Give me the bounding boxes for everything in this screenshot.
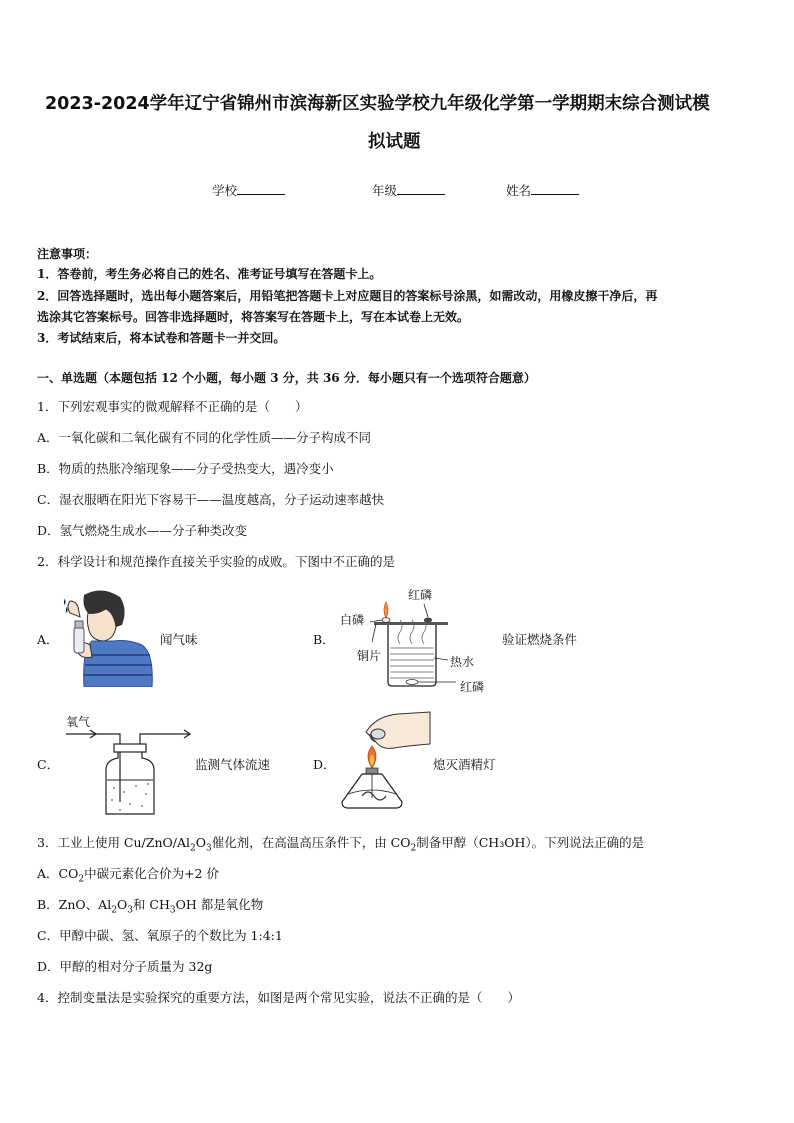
q3-option-a <box>37 864 219 885</box>
q4-stem: 4．控制变量法是实验探究的重要方法，如图是两个常见实验，说法不正确的是（ ） <box>37 990 520 1005</box>
b-label-red-p-top: 红磷 <box>408 588 433 602</box>
q3-stem-sub2: 3 <box>205 843 212 854</box>
notice-heading: 注意事项： <box>37 247 98 261</box>
q3-a-part1: A．CO <box>37 866 79 881</box>
b-label-hot-water: 热水 <box>450 655 475 669</box>
notice-item-2-cont: 选涂其它答案标号。回答非选择题时，将答案写在答题卡上，写在本试卷上无效。 <box>37 310 470 324</box>
q3-option-c: C．甲醇中碳、氢、氧原子的个数比为 1:4:1 <box>37 928 283 943</box>
q3-option-d: D．甲醇的相对分子质量为 32g <box>37 959 213 974</box>
q3-stem-sub1: 2 <box>189 843 196 854</box>
grade-field <box>372 181 445 199</box>
q3-b-sub2: 3 <box>127 905 133 916</box>
name-label: 姓名 <box>506 183 532 198</box>
q1-stem: 1．下列宏观事实的微观解释不正确的是（ ） <box>37 399 308 414</box>
q2-c-letter: C． <box>37 757 60 772</box>
b-label-white-p: 白磷 <box>340 613 365 627</box>
page-title-line2: 拟试题 <box>368 132 421 152</box>
q1-option-b: B．物质的热胀冷缩现象——分子受热变大，遇冷变小 <box>37 461 334 476</box>
q3-a-part2: 中碳元素化合价为+2 价 <box>84 866 219 881</box>
q1-option-a: A．一氧化碳和二氧化碳有不同的化学性质——分子构成不同 <box>37 430 372 445</box>
notice-item-3: 3．考试结束后，将本试卷和答题卡一并交回。 <box>37 331 286 345</box>
grade-blank <box>397 182 445 195</box>
school-field <box>212 181 285 199</box>
q1-option-c: C．湿衣服晒在阳光下容易干——温度越高，分子运动速率越快 <box>37 492 385 507</box>
q3-stem-sub3: 2 <box>410 843 417 854</box>
q3-b-part1: B．ZnO、Al <box>37 897 112 912</box>
q3-stem-part3: 催化剂，在高温高压条件下，由 CO <box>211 835 411 850</box>
q2-stem: 2．科学设计和规范操作直接关乎实验的成败。下图中不正确的是 <box>37 554 395 569</box>
q2-a-caption: 闻气味 <box>160 632 198 647</box>
name-field <box>506 181 579 199</box>
q3-stem <box>37 833 644 854</box>
q3-b-part2: O <box>116 897 128 912</box>
q3-b-sub1: 2 <box>111 905 117 916</box>
smelling-student-figure <box>62 587 158 687</box>
alcohol-lamp-figure <box>336 710 432 816</box>
b-label-red-p-bottom: 红磷 <box>460 680 485 694</box>
c-label-oxygen: 氧气 <box>66 715 91 729</box>
q2-c-caption: 监测气体流速 <box>195 757 271 772</box>
section-heading: 一、单选题（本题包括 12 个小题，每小题 3 分，共 36 分．每小题只有一个选项符合题意） <box>37 371 536 385</box>
q2-d-caption: 熄灭酒精灯 <box>433 757 496 772</box>
name-blank <box>531 182 579 195</box>
gas-wash-bottle-figure <box>62 722 198 818</box>
school-label: 学校 <box>212 183 238 198</box>
q3-b-sub3: 3 <box>169 905 176 916</box>
q3-b-part4: OH 都是氧化物 <box>175 897 264 912</box>
q3-a-sub: 2 <box>78 874 85 885</box>
q3-option-b <box>37 895 263 916</box>
school-blank <box>237 182 285 195</box>
q3-stem-part2: O <box>195 835 206 850</box>
q2-a-letter: A． <box>37 632 59 647</box>
page-title-line1: 2023-2024学年辽宁省锦州市滨海新区实验学校九年级化学第一学期期末综合测试模 <box>45 94 710 114</box>
q2-d-letter: D． <box>313 757 336 772</box>
grade-label: 年级 <box>372 183 398 198</box>
q2-b-letter: B． <box>313 632 335 647</box>
q2-b-caption: 验证燃烧条件 <box>502 632 578 647</box>
b-label-copper: 铜片 <box>357 649 382 663</box>
notice-item-1: 1．答卷前，考生务必将自己的姓名、准考证号填写在答题卡上。 <box>37 267 382 281</box>
q3-stem-part4: 制备甲醇（CH₃OH）。下列说法正确的是 <box>416 835 645 850</box>
notice-item-2: 2．回答选择题时，选出每小题答案后，用铅笔把答题卡上对应题目的答案标号涂黑，如需改动，用橡皮擦干净后，再 <box>37 289 658 303</box>
q3-stem-part1: 3．工业上使用 Cu/ZnO/Al <box>37 835 190 850</box>
q3-b-part3: 和 CH <box>132 897 170 912</box>
q1-option-d: D．氢气燃烧生成水——分子种类改变 <box>37 523 248 538</box>
